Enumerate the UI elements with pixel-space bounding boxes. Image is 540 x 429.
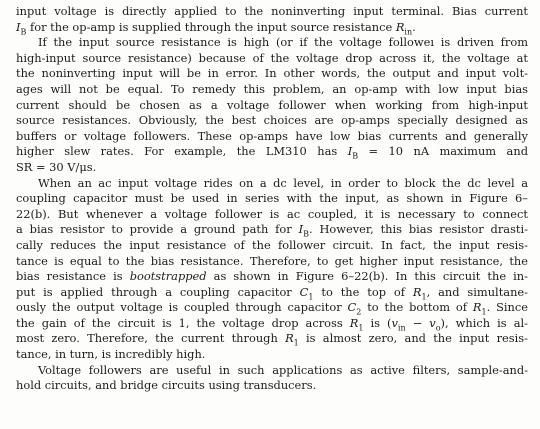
document-page xyxy=(16,4,528,394)
text-line: ages will not be equal. To remedy this problem, an op-amp with low input bias xyxy=(16,81,528,96)
text-line: input voltage is directly applied to the noninverting input terminal. Bias current xyxy=(16,4,528,18)
text-line: most zero. Therefore, the current through $R_1$ is almost zero, and the input resis- xyxy=(16,331,528,348)
text-line: hold circuits, and bridge circuits using transducers. xyxy=(16,378,317,393)
text-line: a bias resistor to provide a ground path for $I_B$. However, this bias resistor drasti- xyxy=(16,222,528,239)
text-line: the gain of the circuit is 1, the voltage drop across $R_1$ is $(v_{in} - v_o)$, which is al- xyxy=(16,315,528,333)
paragraph-4 xyxy=(16,363,528,394)
text-line: source resistances. Obviously, the best choices are op-amps specially designed as xyxy=(16,113,528,128)
paragraph-2 xyxy=(16,35,528,175)
text-line: 22(b). But whenever a voltage follower is ac coupled, it is necessary to connect xyxy=(16,206,528,221)
text-line: put is applied through a coupling capacitor $C_1$ to the top of $R_1$, and simultane- xyxy=(16,284,528,301)
text-line: current should be chosen as a voltage follower when working from high-input xyxy=(16,97,528,112)
text-line: If the input source resistance is high (or if the voltage followeı is driven from xyxy=(38,35,528,50)
text-line: the noninverting input will be in error. In other words, the output and input volt- xyxy=(16,66,528,81)
text-line: When an ac input voltage rides on a dc level, in order to block the dc level a xyxy=(38,175,528,190)
paragraph-3 xyxy=(16,176,528,363)
text-line: ously the output voltage is coupled through capacitor $C_2$ to the bottom of $R_1$. Since xyxy=(16,300,528,317)
text-line: tance, in turn, is incredibly high. xyxy=(16,347,206,362)
text-line: Voltage followers are useful in such applications as active filters, sample-and- xyxy=(38,362,528,377)
text-line: buffers or voltage followers. These op-amps have low bias currents and generally xyxy=(16,128,528,143)
text-line: high-input source resistance) because of the voltage drop across it, the voltage at xyxy=(16,50,528,65)
text-line: higher slew rates. For example, the LM310 has $I_B = 10$ nA maximum and xyxy=(16,144,528,161)
text-line: SR = 30 V/μs. xyxy=(16,159,97,174)
paragraph-1 xyxy=(16,4,528,35)
text-line: cally reduces the input resistance of the follower circuit. In fact, the input resis- xyxy=(16,237,528,252)
text-line: coupling capacitor must be used in series with the input, as shown in Figure 6– xyxy=(16,191,528,206)
text-line: bias resistance is bootstrapped as shown in Figure 6–22(b). In this circuit the in- xyxy=(16,269,528,284)
text-line: $I_B$ for the op-amp is supplied through the input source resistance $R_{in}$. xyxy=(16,19,416,36)
text-line: tance is equal to the bias resistance. Therefore, to get higher input resistance, the xyxy=(16,253,528,268)
